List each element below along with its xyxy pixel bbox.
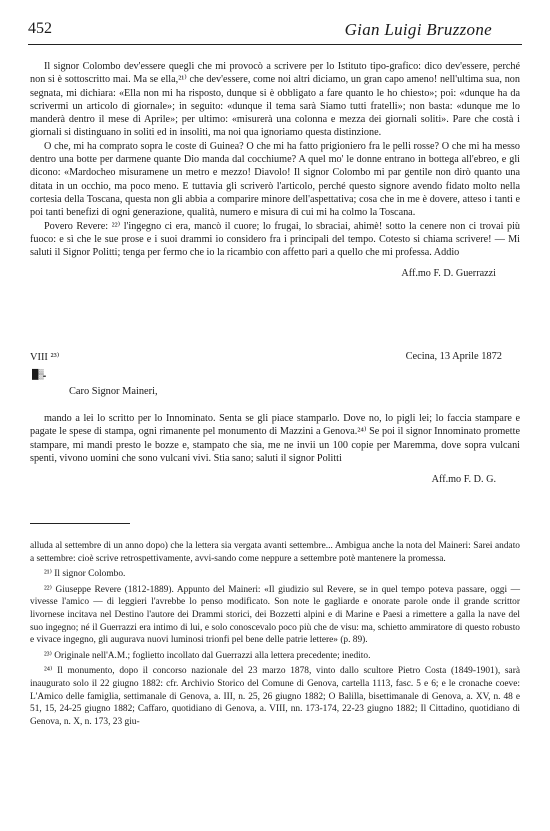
salutation: Caro Signor Maineri,	[69, 386, 158, 397]
paragraph: Il signor Colombo dev'essere quegli che mi provocò a scrivere per lo Istituto tipo-grafico: dico dev'essere, perché non si è sottoscritto mai. Ma se ella,²¹⁾ che dev'essere, come noi altri diciamo, un gran capo ameno! nell'ultima sua, non segnata, mi dichiara: «Ella non mi ha risposto, dunque si è obbligato a fare quanto le ho chiesto»; poi: «dunque ha da scrivermi un articolo di giornale»; in seguito: «dunque il tema sarà Siamo tutti fratelli»; non basta: «dunque me lo manderà dentro il mese di Aprile»; per ultimo: «misurerà una colonna e mezza dei giornali soliti». Pare che costà i giornali si distinguano in soliti ed in insoliti, ma noi qua ignoriamo questa distinzione.	[30, 61, 520, 139]
footnote-21: ²¹⁾ Il signor Colombo.	[44, 569, 126, 580]
footnote-rule	[30, 523, 130, 524]
letter-viii-heading	[30, 351, 520, 367]
letter-vii-body	[30, 60, 520, 281]
footnote-continuation: alluda al settembre di un anno dopo) che la lettera sia vergata avanti settembre... Ambigua anche la nota del Maineri: Sarei andato a settembre: cioè scrive retrospettivamente, avvi-sando come neppure a settembre potè mantenere la promessa.	[30, 541, 520, 564]
letter-number: VIII ²³⁾	[30, 352, 60, 363]
paragraph: O che, mi ha comprato sopra le coste di Guinea? O che mi ha fatto prigioniero fra le pelli rosse? O che mi ha messo dentro una botte per darmene quante Dio manda dal cocchiume? A quel mo' le donne entrano in bottega all'ebreo, e gli dicono: «Mardocheo misuramene un metro e mezzo! Diavolo! Il signor Colombo mi par gentile non dirò quanto una ditata in un occhio, ma poco meno. E tuttavia gli scriverò l'articolo, perché questo signore avendo fidato molto nella cortesia della Toscana, questa non gli abbia a comparire minore dell'aspettativa; cosa che in me è dovere, atteso i tanti e poi tanti benefizi di ogni generazione, qualità, numero e misura di cui mi ha colmo la Toscana.	[30, 140, 520, 219]
paragraph: Povero Revere: ²²⁾ l'ingegno ci era, mancò il cuore; lo frugai, lo sbraciai, ahimè! sotto la cenere non ci trovai più fuoco: e sì che le sue prose e i suoi drammi io considero fra i principali del tempo. Cotesto si chiama scrivere! — Mi saluti il Signor Politti; tenga per fermo che io la ricambio con affetto pari a quello che mi professa. Addio	[30, 220, 520, 259]
page-header	[28, 20, 522, 44]
signature: Aff.mo F. D. Guerrazzi	[401, 268, 496, 280]
letter-date: Cecina, 13 Aprile 1872	[405, 351, 502, 362]
paragraph: mando a lei lo scritto per lo Innominato. Senta se gli piace stamparlo. Dove no, lo pigli lei; lo faccia stampare e pagate le spese di stampa, ogni rimanente pel monumento di Mazzini a Genova.²⁴⁾ Se poi il signor Innominato promette stampare, mi mandi presto le bozze e, stampato che sia, me ne invii un 100 copie per Maremma, dove sopra vulcani spenti, vivono uomini che sono vulcani vivi. Stia sano; saluti il signor Politti	[30, 413, 520, 464]
ink-mark: █▒..	[32, 369, 46, 379]
footnote-23: ²³⁾ Originale nell'A.M.; foglietto incollato dal Guerrazzi alla lettera precedente; inedito.	[44, 650, 371, 661]
signature: Aff.mo F. D. G.	[431, 474, 496, 486]
header-rule	[28, 44, 522, 45]
page-number: 452	[28, 20, 52, 37]
footnote-22: ²²⁾ Giuseppe Revere (1812-1889). Appunto del Maineri: «Il giudizio sul Revere, se in quel tempo poteva passare, oggi — vivesse l'amico — di leggieri l'avrebbe lo penso modificato. Son note le gagliarde e onorate parole onde il grande scrittor livornese incitava nel Destino l'autore dei Drammi storici, dei Bozzetti alpini e di Marine e Paesi a rimettere a galla la nave del suo ingegno; né il Guerrazzi era intimo di lui, e solo conoscevalo poco più che de visu: ma, schietto ammiratore di questo robusto e vivace ingegno, gli augurava nuovi luminosi trionfi pel bene delle patrie lettere» (p. 89).	[30, 584, 520, 646]
letter-viii-body	[30, 412, 520, 486]
footnote-24: ²⁴⁾ Il monumento, dopo il concorso nazionale del 23 marzo 1878, vinto dallo scultore Pietro Costa (1849-1901), sarà inaugurato solo il 22 giugno 1882: cfr. Archivio Storico del Comune di Genova, cartella 1113, fasc. 5 e 6; e le cronache coeve: L'Amico delle famiglia, settimanale di Genova, a. III, n. 25, 26 giugno 1882; O Balilla, bisettimanale di Genova, a. XV, n. 48 e 51, 15, 24-25 giugno 1882; Caffaro, quotidiano di Genova, a. VIII, nn. 173-174, 22-23 giugno 1882; Il Cittadino, quotidiano di Genova, n. X, n. 173, 23 giu-	[30, 666, 520, 727]
running-head: Gian Luigi Bruzzone	[344, 20, 492, 39]
footnotes	[30, 540, 520, 731]
